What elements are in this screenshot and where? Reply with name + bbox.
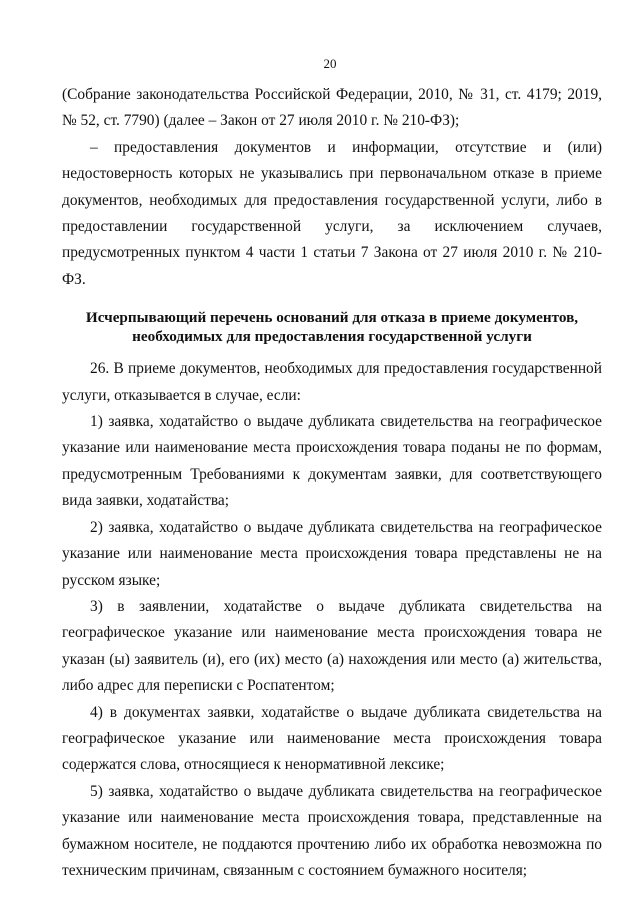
paragraph-subitem-1: 1) заявка, ходатайство о выдаче дубликата свидетельства на географическое указание или наименование места происхождения товара поданы не по формам, предусмотренным Требованиями к документам заявки, для соответствующего вида заявки, ходатайства;: [62, 413, 602, 510]
section-heading-line-1: Исчерпывающий перечень оснований для отказа в приеме документов,: [85, 309, 579, 327]
paragraph-subitem-2: 2) заявка, ходатайство о выдаче дубликата свидетельства на географическое указание или наименование места происхождения товара представлены не на русском языке;: [62, 518, 602, 589]
section-heading-line-2: необходимых для предоставления государственной услуги: [132, 328, 532, 346]
section-heading: [62, 308, 602, 346]
paragraph-subitem-5: 5) заявка, ходатайство о выдаче дубликата свидетельства на географическое указание или наименование места происхождения товара, представленные на бумажном носителе, не поддаются прочтению либо их обработка невозможна по техническим причинам, связанным с состоянием бумажного носителя;: [62, 782, 602, 879]
paragraph-documents-info: – предоставления документов и информации, отсутствие и (или) недостоверность которых не указывались при первоначальном отказе в приеме документов, необходимых для предоставления государственной услуги, либо в предоставлении государственной услуги, за исключением случаев, предусмотренных пунктом 4 части 1 статьи 7 Закона от 27 июля 2010 г. № 210-ФЗ.: [62, 138, 602, 288]
paragraph-citation: (Собрание законодательства Российской Федерации, 2010, № 31, ст. 4179; 2019, № 52, ст. 7790) (далее – Закон от 27 июля 2010 г. № 210-ФЗ);: [62, 86, 602, 130]
document-body: [62, 82, 602, 884]
paragraph-subitem-3: 3) в заявлении, ходатайстве о выдаче дубликата свидетельства на географическое указание или наименование места происхождения товара не указан (ы) заявитель (и), его (их) место (а) нахождения или место (а) жительства, либо адрес для переписки с Роспатентом;: [62, 597, 602, 695]
paragraph-subitem-4: 4) в документах заявки, ходатайстве о выдаче дубликата свидетельства на географическое указание или наименование места происхождения товара содержатся слова, относящиеся к ненормативной лексике;: [62, 703, 602, 774]
paragraph-item-26: 26. В приеме документов, необходимых для предоставления государственной услуги, отказывается в случае, если:: [62, 360, 602, 404]
page-number: 20: [323, 56, 337, 71]
